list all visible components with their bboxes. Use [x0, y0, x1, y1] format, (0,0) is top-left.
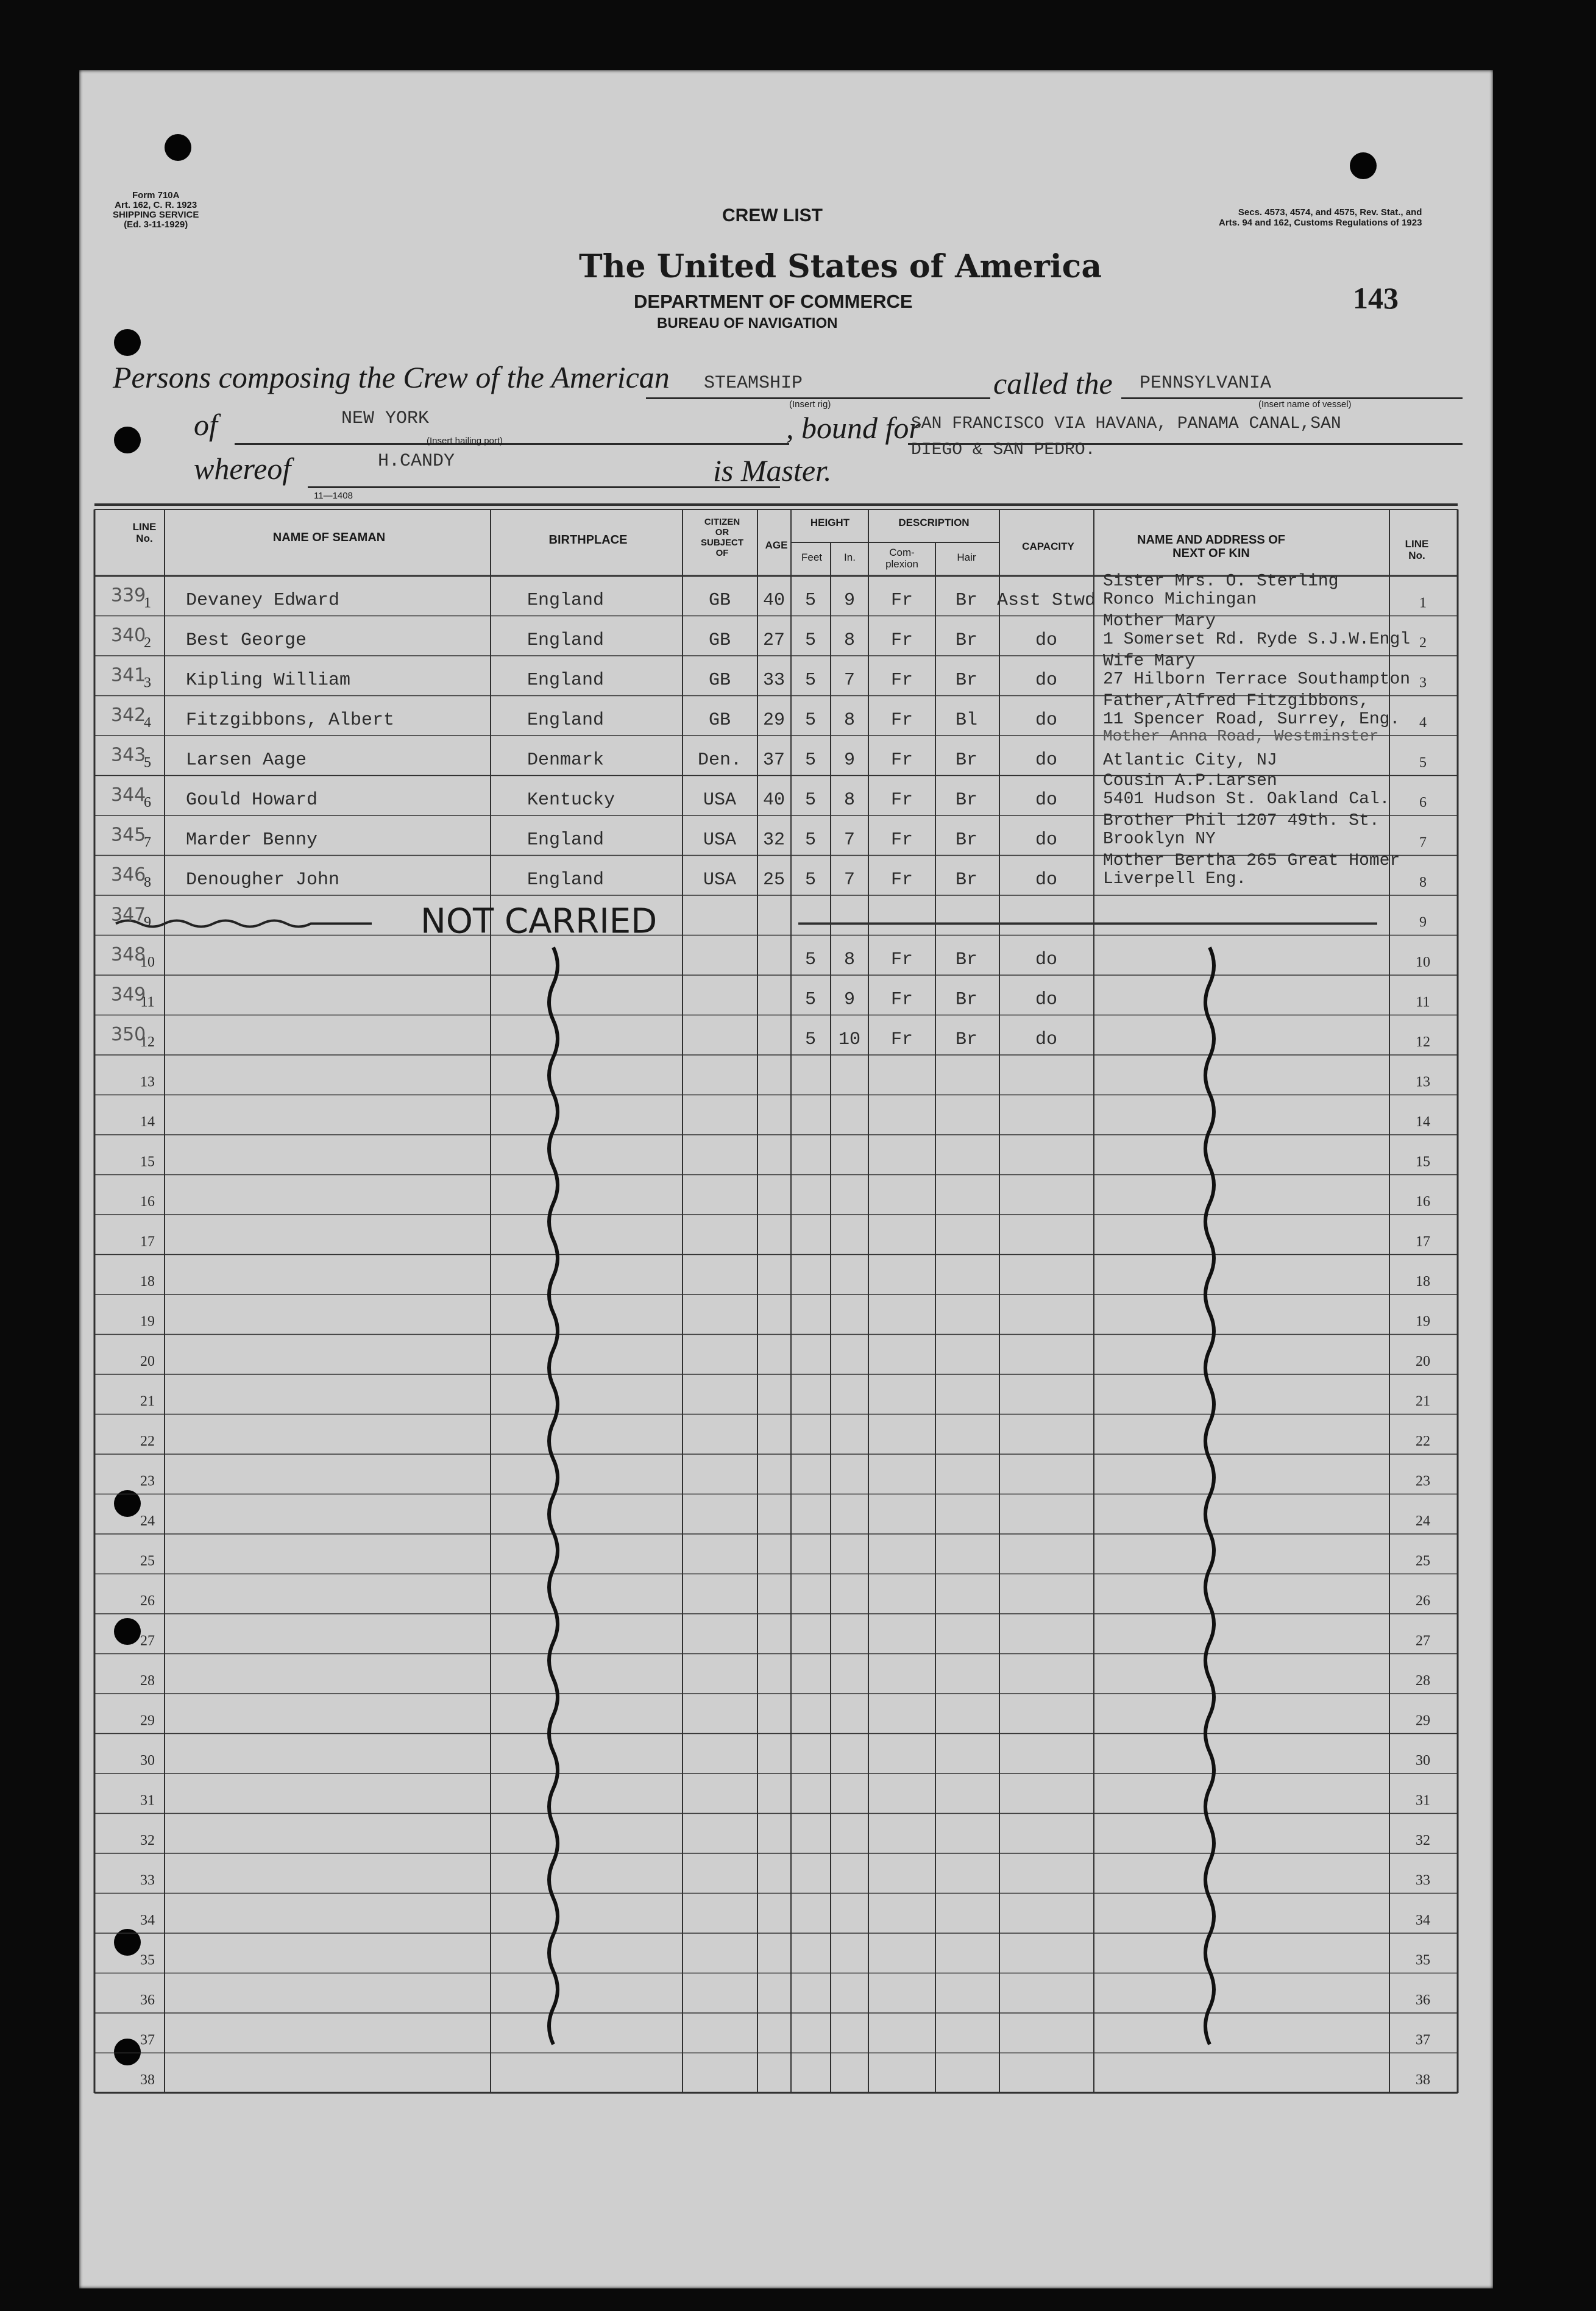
form-article: Art. 162, C. R. 1923: [115, 200, 197, 210]
hair: Br: [955, 950, 978, 970]
line-number-left: 34: [140, 1912, 155, 1928]
hair: Br: [955, 870, 978, 890]
vessel-hint: (Insert name of vessel): [1258, 399, 1352, 410]
sections-note-line: Secs. 4573, 4574, and 4575, Rev. Stat., and: [1238, 207, 1422, 218]
line-number-left: 36: [140, 1992, 155, 2008]
seaman-name: Marder Benny: [186, 829, 318, 851]
line-number-left: 27: [140, 1633, 155, 1649]
line-number-right: 13: [1416, 1074, 1430, 1090]
col-hair: Hair: [957, 552, 976, 563]
capacity: do: [1035, 989, 1058, 1010]
feet: 5: [804, 710, 817, 731]
seaman-name: Fitzgibbons, Albert: [186, 710, 395, 731]
citizen: GB: [708, 590, 731, 611]
line-number-left: 29: [140, 1713, 155, 1729]
whereof-label: whereof: [194, 452, 291, 486]
line-number-right: 24: [1416, 1513, 1430, 1529]
line-number-right: 35: [1416, 1952, 1430, 1968]
hair: Br: [955, 790, 978, 811]
feet: 5: [804, 750, 817, 771]
inches: 9: [843, 590, 856, 611]
inches: 7: [843, 829, 856, 851]
line-number-right: 16: [1416, 1194, 1430, 1210]
capacity: do: [1035, 790, 1058, 811]
rig-hint: (Insert rig): [789, 399, 831, 410]
not-carried-annotation: NOT CARRIED: [420, 901, 658, 942]
line-number-right: 37: [1416, 2032, 1430, 2048]
line-number-right: 26: [1416, 1593, 1430, 1609]
col-height: HEIGHT: [810, 517, 850, 528]
hair: Br: [955, 670, 978, 691]
form-title: CREW LIST: [722, 205, 823, 225]
line-number-right: 6: [1419, 795, 1427, 811]
next-of-kin: Brother Phil 1207 49th. St.: [1103, 811, 1380, 831]
handwritten-line-number: 349: [111, 984, 146, 1006]
port-value[interactable]: NEW YORK: [341, 408, 430, 429]
hair: Br: [955, 590, 978, 611]
col-line-no-label: No.: [136, 533, 153, 544]
col-inches: In.: [844, 552, 856, 563]
seaman-name: Larsen Aage: [186, 750, 307, 771]
line-number-right: 10: [1416, 954, 1430, 970]
age: 40: [762, 590, 786, 611]
feet: 5: [804, 790, 817, 811]
line-number-left: 25: [140, 1553, 155, 1569]
ditto-wavy-line: [1205, 948, 1214, 2045]
age: 40: [762, 790, 786, 811]
col-name: NAME OF SEAMAN: [272, 531, 386, 544]
destination-value-2[interactable]: DIEGO & SAN PEDRO.: [911, 441, 1096, 460]
col-citizen-label: OR: [715, 527, 729, 538]
line-number-right: 14: [1416, 1114, 1430, 1130]
col-birthplace: BIRTHPLACE: [548, 533, 628, 547]
line-number-left: 20: [140, 1354, 155, 1369]
line-number-right: 31: [1416, 1792, 1430, 1809]
line-number-right: 7: [1419, 834, 1427, 851]
line-number-left: 23: [140, 1473, 155, 1489]
form-edition: (Ed. 3-11-1929): [124, 219, 188, 230]
ditto-wavy-line: [549, 948, 558, 2045]
col-feet: Feet: [801, 552, 823, 563]
inches: 10: [838, 1029, 861, 1050]
col-kin-label: NAME AND ADDRESS OF: [1137, 533, 1285, 547]
birthplace: England: [527, 590, 605, 611]
col-line-no: [123, 521, 166, 544]
inches: 7: [843, 870, 856, 890]
hair: Br: [955, 1029, 978, 1050]
next-of-kin: Wife Mary: [1103, 651, 1196, 671]
next-of-kin: Atlantic City, NJ: [1103, 751, 1277, 770]
line-number-right: 5: [1419, 754, 1427, 771]
bureau-heading: BUREAU OF NAVIGATION: [657, 315, 838, 332]
complexion: Fr: [890, 630, 913, 651]
birthplace: Kentucky: [527, 790, 615, 811]
port-hint: (Insert hailing port): [427, 436, 503, 446]
crew-list-page: [79, 70, 1493, 2288]
handwritten-line-number: 342: [111, 705, 146, 726]
line-number-right: 15: [1416, 1154, 1430, 1170]
line-number-left: 26: [140, 1593, 155, 1609]
citizen: USA: [703, 790, 737, 811]
col-citizen: [683, 517, 762, 558]
next-of-kin: Brooklyn NY: [1103, 829, 1216, 849]
line-number-right: 2: [1419, 635, 1427, 651]
line-number-left: 12: [140, 1034, 155, 1050]
line-number-left: 38: [140, 2072, 155, 2088]
col-description: DESCRIPTION: [898, 517, 970, 528]
seaman-name: Devaney Edward: [186, 590, 340, 611]
line-number-right: 34: [1416, 1912, 1430, 1928]
line-number-right: 21: [1416, 1393, 1430, 1410]
printer-code: 11—1408: [314, 491, 353, 501]
line-number-right: 33: [1416, 1872, 1430, 1889]
line-number-left: 28: [140, 1673, 155, 1689]
line-number-right: 1: [1419, 595, 1427, 611]
line-number-left: 37: [140, 2032, 155, 2048]
line-number-left: 2: [144, 635, 151, 651]
capacity: do: [1035, 829, 1058, 851]
inches: 9: [843, 989, 856, 1010]
age: 32: [762, 829, 786, 851]
line-number-left: 21: [140, 1393, 155, 1410]
line-number-left: 35: [140, 1952, 155, 1968]
citizen: GB: [708, 670, 731, 691]
capacity: Asst Stwd: [996, 590, 1096, 611]
inches: 8: [843, 710, 856, 731]
line-number-left: 1: [144, 595, 151, 611]
birthplace: England: [527, 670, 605, 691]
line-number-left: 5: [144, 754, 151, 771]
col-complexion-label: plexion: [885, 558, 918, 570]
next-of-kin: 27 Hilborn Terrace Southampton: [1103, 670, 1411, 689]
complexion: Fr: [890, 950, 913, 970]
feet: 5: [804, 630, 817, 651]
feet: 5: [804, 950, 817, 970]
line-number-right: 22: [1416, 1433, 1430, 1449]
birthplace: England: [527, 829, 605, 851]
col-capacity: CAPACITY: [1022, 541, 1074, 552]
capacity: do: [1035, 670, 1058, 691]
line-number-left: 15: [140, 1154, 155, 1170]
birthplace: England: [527, 710, 605, 731]
seaman-name: Kipling William: [186, 670, 351, 691]
next-of-kin: Father,Alfred Fitzgibbons,: [1103, 692, 1369, 711]
complexion: Fr: [890, 710, 913, 731]
line-number-left: 6: [144, 795, 151, 811]
line-number-left: 33: [140, 1872, 155, 1889]
line-number-right: 3: [1419, 675, 1427, 691]
page-number: 143: [1353, 281, 1399, 315]
hair: Br: [955, 750, 978, 771]
inches: 9: [843, 750, 856, 771]
line-number-left: 7: [144, 834, 151, 851]
age: 29: [762, 710, 786, 731]
feet: 5: [804, 670, 817, 691]
line-number-left: 14: [140, 1114, 155, 1130]
line-number-right: 23: [1416, 1473, 1430, 1489]
line-number-left: 17: [140, 1234, 155, 1250]
feet: 5: [804, 590, 817, 611]
hair: Br: [955, 630, 978, 651]
hair: Br: [955, 829, 978, 851]
next-of-kin: Mother Mary: [1103, 612, 1216, 631]
line-number-right: 19: [1416, 1313, 1430, 1330]
handwritten-line-number: 341: [111, 664, 146, 686]
col-citizen-label: OF: [715, 548, 729, 558]
age: 27: [762, 630, 786, 651]
col-line-no-label: LINE: [132, 521, 157, 533]
line-number-left: 13: [140, 1074, 155, 1090]
line-number-right: 18: [1416, 1274, 1430, 1290]
line-number-right: 12: [1416, 1034, 1430, 1050]
line-number-left: 30: [140, 1753, 155, 1769]
department-heading: DEPARTMENT OF COMMERCE: [634, 291, 913, 312]
bound-for-label: , bound for: [786, 411, 921, 445]
inches: 8: [843, 630, 856, 651]
inches: 8: [843, 950, 856, 970]
complexion: Fr: [890, 790, 913, 811]
citizen: USA: [703, 870, 737, 890]
complexion: Fr: [890, 1029, 913, 1050]
strike-scribble: [116, 921, 372, 927]
line-number-right: 29: [1416, 1713, 1430, 1729]
line-number-left: 9: [144, 914, 151, 931]
line-number-left: 18: [140, 1274, 155, 1290]
capacity: do: [1035, 710, 1058, 731]
line-number-left: 4: [144, 715, 151, 731]
complexion: Fr: [890, 989, 913, 1010]
capacity: do: [1035, 1029, 1058, 1050]
country-heading: The United States of America: [579, 248, 1102, 285]
line-number-right: 27: [1416, 1633, 1430, 1649]
age: 37: [762, 750, 786, 771]
form-number: Form 710A: [132, 190, 180, 201]
complexion: Fr: [890, 870, 913, 890]
line-number-right: 25: [1416, 1553, 1430, 1569]
persons-label: Persons composing the Crew of the American: [113, 360, 670, 394]
master-value[interactable]: H.CANDY: [378, 451, 455, 472]
form-service: SHIPPING SERVICE: [113, 210, 199, 220]
line-number-left: 32: [140, 1833, 155, 1848]
capacity: do: [1035, 630, 1058, 651]
complexion: Fr: [890, 750, 913, 771]
handwritten-line-number: 348: [111, 944, 146, 965]
handwritten-line-number: 344: [111, 784, 146, 806]
citizen: USA: [703, 829, 737, 851]
line-number-left: 16: [140, 1194, 155, 1210]
line-number-right: 38: [1416, 2072, 1430, 2088]
line-number-right: 30: [1416, 1753, 1430, 1769]
feet: 5: [804, 989, 817, 1010]
col-line-no-label: No.: [1408, 550, 1425, 561]
seaman-name: Denougher John: [186, 870, 340, 890]
citizen: GB: [708, 710, 731, 731]
complexion: Fr: [890, 590, 913, 611]
col-kin-label: NEXT OF KIN: [1172, 547, 1250, 560]
rig-value[interactable]: STEAMSHIP: [704, 373, 803, 394]
line-number-left: 10: [140, 954, 155, 970]
line-number-left: 31: [140, 1792, 155, 1809]
next-of-kin: Cousin A.P.Larsen: [1103, 772, 1277, 790]
inches: 7: [843, 670, 856, 691]
next-of-kin: 11 Spencer Road, Surrey, Eng.: [1103, 710, 1400, 729]
next-of-kin: Sister Mrs. O. Sterling: [1103, 572, 1339, 591]
line-number-left: 3: [144, 675, 151, 691]
next-of-kin: 1 Somerset Rd. Ryde S.J.W.Engl: [1103, 630, 1411, 649]
feet: 5: [804, 829, 817, 851]
crew-table: [79, 70, 1493, 2288]
next-of-kin: Ronco Michingan: [1103, 590, 1257, 609]
hair: Br: [955, 989, 978, 1010]
next-of-kin: 5401 Hudson St. Oakland Cal.: [1103, 790, 1390, 809]
col-line-no-label: LINE: [1405, 538, 1429, 550]
line-number-left: 22: [140, 1433, 155, 1449]
complexion: Fr: [890, 670, 913, 691]
birthplace: England: [527, 870, 605, 890]
handwritten-line-number: 345: [111, 824, 146, 846]
birthplace: Denmark: [527, 750, 605, 771]
capacity: do: [1035, 870, 1058, 890]
handwritten-line-number: 339: [111, 584, 146, 606]
col-complexion: [868, 547, 935, 570]
line-number-right: 17: [1416, 1234, 1430, 1250]
col-complexion-label: Com-: [889, 547, 915, 558]
citizen: Den.: [697, 750, 742, 771]
line-number-right: 11: [1416, 994, 1430, 1010]
line-number-right: 4: [1419, 715, 1427, 731]
handwritten-line-number: 350: [111, 1024, 146, 1045]
birthplace: England: [527, 630, 605, 651]
line-number-right: 28: [1416, 1673, 1430, 1689]
col-citizen-label: SUBJECT: [700, 538, 743, 548]
complexion: Fr: [890, 829, 913, 851]
of-label: of: [194, 408, 218, 442]
line-number-right: 9: [1419, 914, 1427, 931]
capacity: do: [1035, 950, 1058, 970]
inches: 8: [843, 790, 856, 811]
line-number-right: 36: [1416, 1992, 1430, 2008]
seaman-name: Gould Howard: [186, 790, 318, 811]
next-of-kin: Liverpell Eng.: [1103, 870, 1247, 889]
feet: 5: [804, 870, 817, 890]
seaman-name: Best George: [186, 630, 307, 651]
feet: 5: [804, 1029, 817, 1050]
vessel-value[interactable]: PENNSYLVANIA: [1140, 373, 1272, 394]
handwritten-line-number: 343: [111, 744, 146, 766]
handwritten-line-number: 346: [111, 864, 146, 886]
line-number-left: 8: [144, 875, 151, 890]
kin-overprint: Mother Anna Road, Westminster: [1103, 727, 1379, 745]
line-number-left: 24: [140, 1513, 155, 1529]
is-master-label: is Master.: [713, 453, 832, 488]
citizen: GB: [708, 630, 731, 651]
line-number-right: 8: [1419, 875, 1427, 890]
hair: Bl: [955, 710, 978, 731]
col-line-no-right: [1389, 538, 1444, 561]
line-number-left: 11: [140, 994, 155, 1010]
handwritten-line-number: 347: [111, 904, 146, 926]
sections-note-line: Arts. 94 and 162, Customs Regulations of 1923: [1219, 218, 1422, 228]
age: 33: [762, 670, 786, 691]
line-number-right: 20: [1416, 1354, 1430, 1369]
handwritten-line-number: 340: [111, 625, 146, 646]
col-age: AGE: [765, 539, 788, 551]
col-kin: [1094, 533, 1328, 560]
line-number-left: 19: [140, 1313, 155, 1330]
destination-value-1[interactable]: SAN FRANCISCO VIA HAVANA, PANAMA CANAL,SAN: [911, 414, 1341, 433]
age: 25: [762, 870, 786, 890]
called-the-label: called the: [993, 366, 1113, 400]
col-citizen-label: CITIZEN: [704, 517, 740, 527]
line-number-right: 32: [1416, 1833, 1430, 1848]
next-of-kin: Mother Bertha 265 Great Homer: [1103, 851, 1400, 870]
capacity: do: [1035, 750, 1058, 771]
